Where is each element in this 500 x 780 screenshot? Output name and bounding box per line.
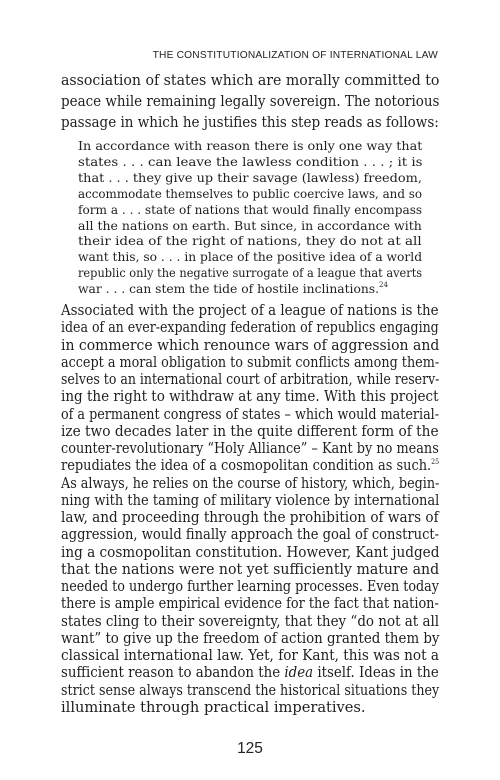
text-line: idea of an ever-expanding federation of republics engaging (61, 319, 439, 337)
text-line: ing a cosmopolitan constitution. However, Kant judged (61, 543, 440, 561)
text-line: in commerce which renounce wars of aggression and (61, 336, 440, 354)
text-line: association of states which are morally committed to (61, 72, 440, 89)
quote-line: all the nations on earth. But since, in accordance with (78, 218, 422, 233)
quote-line: In accordance with reason there is only one way that (78, 139, 423, 153)
text-line: illuminate through practical imperatives. (61, 698, 366, 716)
text-line-content: sufficient reason to abandon the (61, 664, 285, 682)
quote-line: form a . . . state of nations that would finally encompass (78, 202, 423, 217)
text-line-content: itself. Ideas in the (313, 664, 439, 682)
text-line: law, and proceeding through the prohibition of wars of (61, 509, 439, 526)
text-line: passage in which he justifies this step reads as follows: (61, 114, 439, 131)
text-line: selves to an international court of arbitration, while reserv- (61, 371, 440, 388)
text-line: want” to give up the freedom of action granted them by (61, 629, 440, 647)
quote-line: want this, so . . . in place of the positive idea of a world (78, 250, 423, 265)
text-line: ning with the taming of military violence by international (61, 491, 440, 509)
text-line: that the nations were not yet sufficiently mature and (61, 560, 440, 578)
footnote-ref-25[interactable]: 25 (431, 458, 440, 467)
page-number: 125 (237, 740, 263, 757)
text-line: counter-revolutionary “Holy Alliance” – Kant by no means (61, 440, 439, 457)
text-line: of a permanent congress of states – which would material- (61, 405, 440, 423)
quote-line (78, 280, 388, 298)
italic-emphasis: idea (284, 664, 314, 682)
text-line: aggression, would finally approach the goal of construct- (61, 526, 440, 544)
quote-line: states . . . can leave the lawless condition . . . ; it is (78, 154, 423, 169)
running-header: THE CONSTITUTIONALIZATION OF INTERNATIONAL LAW (152, 50, 438, 61)
text-line: ing the right to withdraw at any time. With this project (61, 388, 439, 406)
quote-line: accommodate themselves to public coercive laws, and so (78, 186, 422, 201)
text-line: As always, he relies on the course of history, which, begin- (61, 474, 440, 492)
text-line: strict sense always transcend the historical situations they (61, 681, 440, 699)
footnote-ref-24[interactable]: 24 (379, 281, 388, 290)
text-line: accept a moral obligation to submit conflicts among them- (61, 353, 440, 371)
text-line: ize two decades later in the quite different form of the (61, 422, 439, 440)
text-line: peace while remaining legally sovereign. The notorious (61, 93, 440, 110)
quote-line-text: war . . . can stem the tide of hostile inclinations. (78, 282, 379, 297)
text-line: states cling to their sovereignty, that they “do not at all (61, 612, 440, 630)
text-line: there is ample empirical evidence for the fact that nation- (61, 595, 439, 613)
quote-line: their idea of the right of nations, they do not at all (78, 234, 422, 249)
text-line-content: repudiates the idea of a cosmopolitan condition as such. (61, 457, 432, 475)
text-line: needed to undergo further learning processes. Even today (61, 578, 439, 595)
quote-line: that . . . they give up their savage (lawless) freedom, (78, 170, 422, 185)
text-line: Associated with the project of a league of nations is the (61, 302, 439, 319)
quote-line: republic only the negative surrogate of a league that averts (78, 266, 423, 281)
text-line: classical international law. Yet, for Kant, this was not a (61, 647, 440, 664)
